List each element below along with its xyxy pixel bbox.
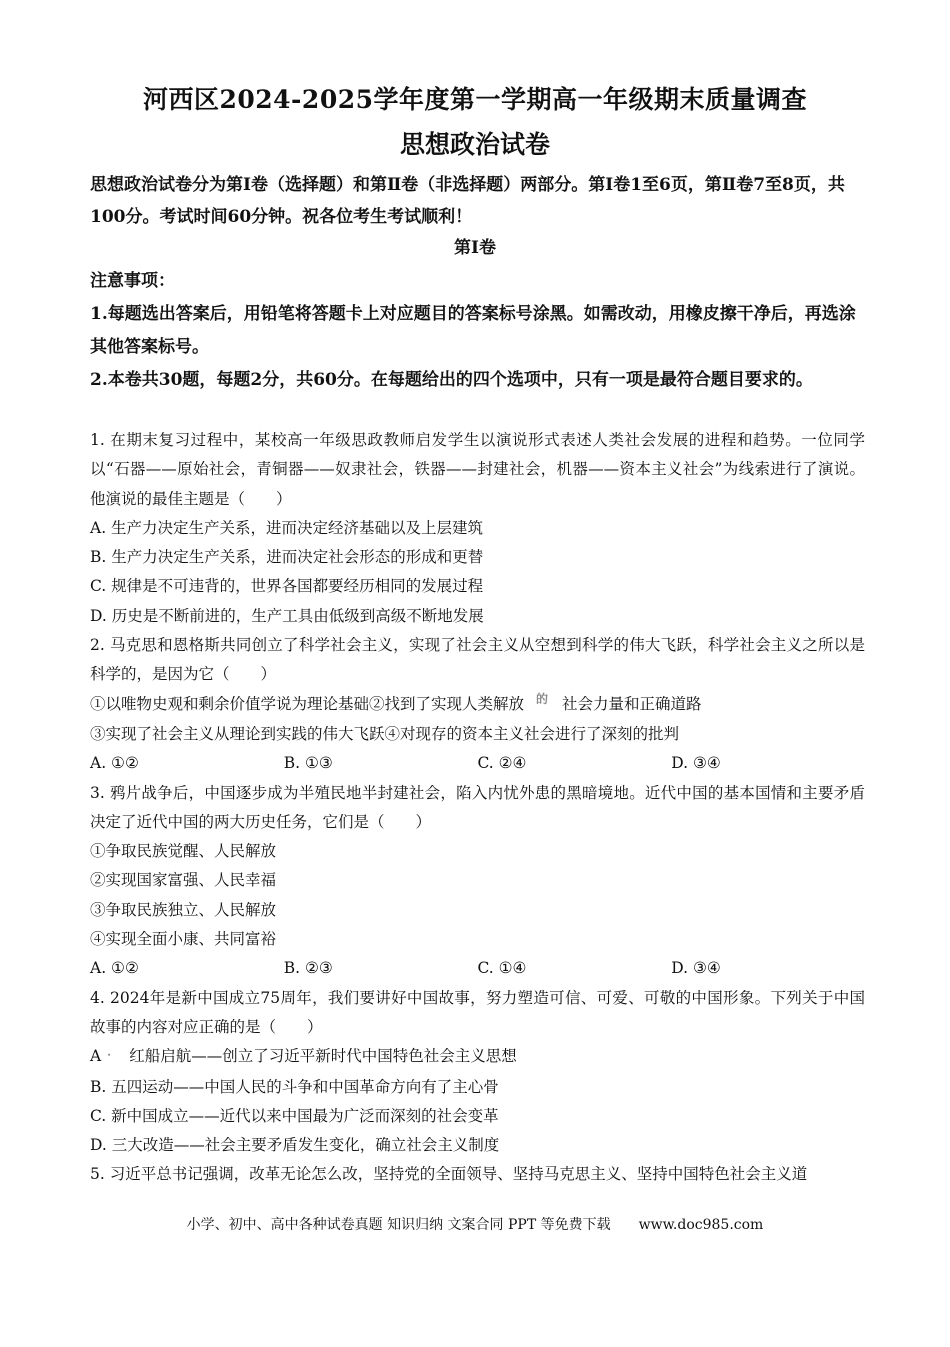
- question-1-option-c: C. 规律是不可违背的，世界各国都要经历相同的发展过程: [90, 577, 484, 596]
- choice-a: A. ①②: [90, 959, 139, 978]
- question-3-choices: [90, 954, 865, 983]
- exam-title: 河西区2024-2025学年度第一学期高一年级期末质量调查: [142, 85, 808, 114]
- choice-b: B. ①③: [283, 754, 333, 773]
- choice-d: D. ③④: [671, 754, 721, 773]
- question-1-option-b: B. 生产力决定生产关系，进而决定社会形态的形成和更替: [90, 548, 484, 567]
- notice-item: 1.每题选出答案后，用铅笔将答题卡上对应题目的答案标号涂黑。如需改动，用橡皮擦干净后，再选涂其他答案标号。: [90, 304, 856, 357]
- page-footer: [0, 1214, 950, 1234]
- choice-d: D. ③④: [671, 959, 721, 978]
- stray-character: 的: [536, 691, 549, 706]
- question-2-choices: [90, 749, 865, 778]
- choice-c: C. ①④: [477, 959, 527, 978]
- questions-section: [90, 426, 865, 1190]
- question-3-stem: 3. 鸦片战争后，中国逐步成为半殖民地半封建社会，陷入内忧外患的黑暗境地。近代中国的基本国情和主要矛盾决定了近代中国的两大历史任务，它们是（ ）: [90, 783, 865, 831]
- choice-a: A. ①②: [90, 754, 139, 773]
- question-1-option-a: A. 生产力决定生产关系，进而决定经济基础以及上层建筑: [90, 518, 484, 537]
- question-3-statement: ①争取民族觉醒、人民解放: [90, 842, 277, 861]
- question-4-option-a: [90, 1042, 865, 1072]
- question-3-statement: ④实现全面小康、共同富裕: [90, 930, 277, 949]
- exam-intro: 思想政治试卷分为第Ⅰ卷（选择题）和第Ⅱ卷（非选择题）两部分。第Ⅰ卷1至6页，第Ⅱ卷7至8页，共100分。考试时间60分钟。祝各位考生考试顺利！: [90, 175, 845, 227]
- question-4-option-c: C. 新中国成立——近代以来中国最为广泛而深刻的社会变革: [90, 1106, 499, 1125]
- question-2-statement-line: [90, 690, 865, 720]
- question-5-stem: 5. 习近平总书记强调，改革无论怎么改，坚持党的全面领导、坚持马克思主义、坚持中国特色社会主义道: [90, 1165, 808, 1184]
- question-2-stem: 2. 马克思和恩格斯共同创立了科学社会主义，实现了社会主义从空想到科学的伟大飞跃，科学社会主义之所以是科学的，是因为它（ ）: [90, 636, 865, 684]
- exam-subject-title: 思想政治试卷: [399, 130, 550, 159]
- question-2-statement-part: 社会力量和正确道路: [562, 694, 702, 713]
- choice-c: C. ②④: [477, 754, 527, 773]
- notice-section: [90, 265, 865, 397]
- question-2-statement-part: ①以唯物史观和剩余价值学说为理论基础②找到了实现人类解放: [90, 694, 525, 713]
- stray-mark: ．: [107, 1044, 120, 1059]
- question-3-statement: ②实现国家富强、人民幸福: [90, 871, 277, 890]
- question-4-option-d: D. 三大改造——社会主要矛盾发生变化，确立社会主义制度: [90, 1136, 500, 1155]
- volume-label: 第Ⅰ卷: [454, 238, 496, 258]
- option-a-prefix: A: [90, 1047, 102, 1066]
- question-1-option-d: D. 历史是不断前进的，生产工具由低级到高级不断地发展: [90, 606, 484, 625]
- choice-b: B. ②③: [283, 959, 333, 978]
- footer-url: www.doc985.com: [638, 1217, 764, 1233]
- question-3-statement: ③争取民族独立、人民解放: [90, 900, 277, 919]
- question-2-statement-line: ③实现了社会主义从理论到实践的伟大飞跃④对现存的资本主义社会进行了深刻的批判: [90, 724, 680, 743]
- notice-item: 2.本卷共30题，每题2分，共60分。在每题给出的四个选项中，只有一项是最符合题目要求的。: [90, 370, 813, 390]
- question-4-option-b: B. 五四运动——中国人民的斗争和中国革命方向有了主心骨: [90, 1077, 499, 1096]
- option-a-text: 红船启航——创立了习近平新时代中国特色社会主义思想: [129, 1047, 517, 1066]
- notice-heading: 注意事项：: [90, 271, 175, 291]
- footer-text: 小学、初中、高中各种试卷真题 知识归纳 文案合同 PPT 等免费下载: [186, 1217, 611, 1233]
- question-4-stem: 4. 2024年是新中国成立75周年，我们要讲好中国故事，努力塑造可信、可爱、可敬的中国形象。下列关于中国故事的内容对应正确的是（ ）: [90, 988, 865, 1036]
- question-1-stem: 1. 在期末复习过程中，某校高一年级思政教师启发学生以演说形式表述人类社会发展的进程和趋势。一位同学以“石器——原始社会，青铜器——奴隶社会，铁器——封建社会，机器——资本主义社会”为线索进行了演说。他演说的最佳主题是（ ）: [90, 431, 865, 508]
